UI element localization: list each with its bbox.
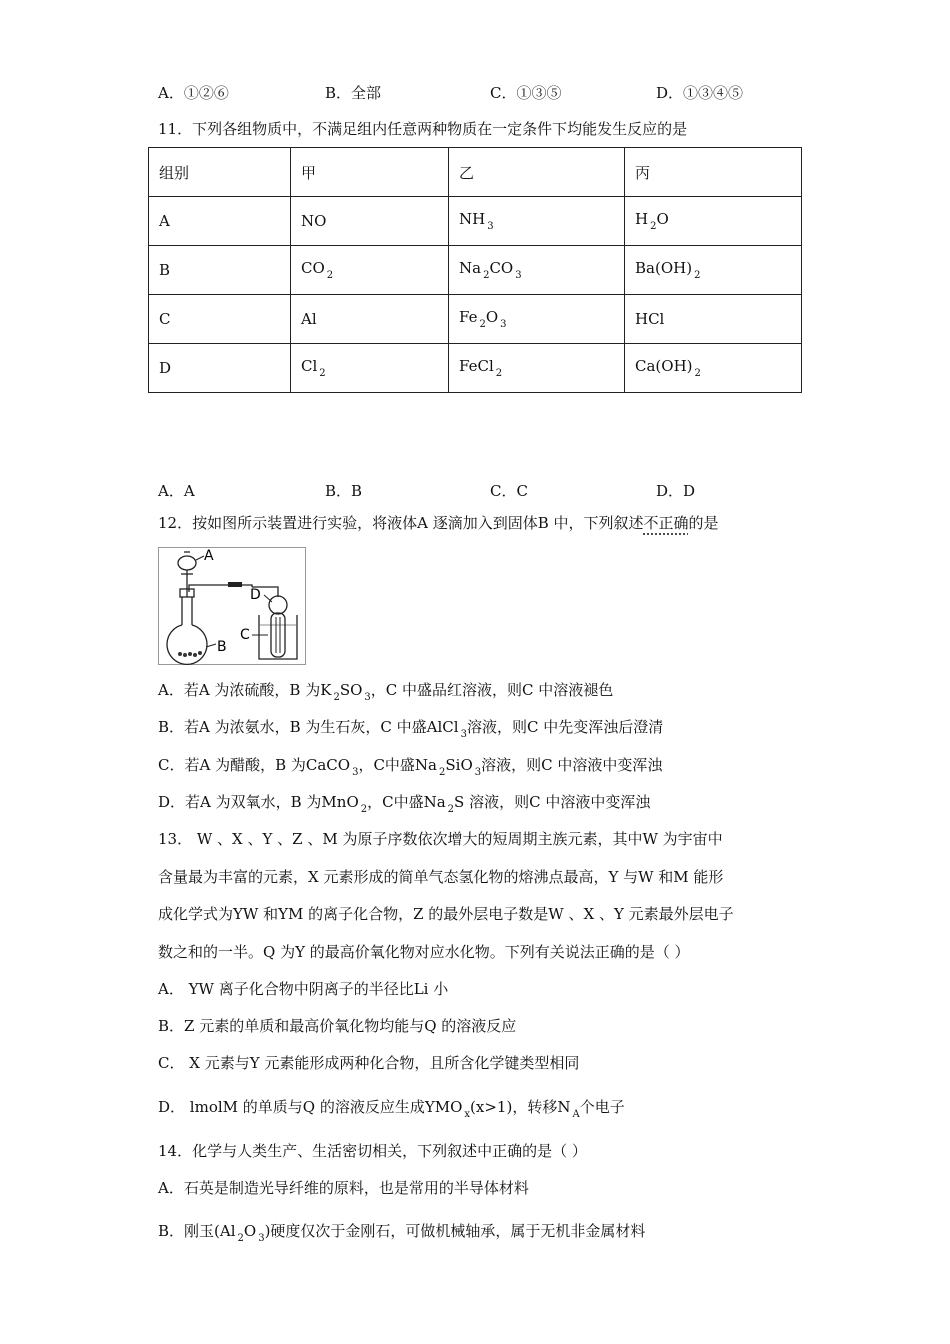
q14-stem: 14．化学与人类生产、生活密切相关，下列叙述中正确的是（ ） bbox=[158, 1142, 587, 1160]
q11-option-c: C．C bbox=[490, 482, 528, 500]
q13-option-d: D． lmolM 的单质与Q 的溶液反应生成YMO $_x$(x>1)，转移N $_A$个电子 bbox=[158, 1098, 625, 1120]
label-c: C bbox=[240, 627, 250, 643]
cell-bing: HCl bbox=[625, 295, 802, 344]
q13-stem-line-2: 含量最为丰富的元素，X 元素形成的简单气态氢化物的熔沸点最高，Y 与W 和M 能形 bbox=[158, 868, 724, 886]
q11-option-a: A．A bbox=[158, 482, 195, 500]
q10-option-b: B．全部 bbox=[325, 84, 382, 102]
table-row bbox=[149, 197, 802, 246]
q11-table bbox=[148, 147, 802, 393]
q12-option-b: B．若A 为浓氨水，B 为生石灰，C 中盛AlCl $_3$溶液，则C 中先变浑浊后澄清 bbox=[158, 718, 664, 740]
q13-option-a: A． YW 离子化合物中阴离子的半径比Li 小 bbox=[158, 980, 449, 998]
q11-stem: 11．下列各组物质中，不满足组内任意两种物质在一定条件下均能发生反应的是 bbox=[158, 120, 688, 138]
cell-bing: H $_2$O bbox=[625, 197, 802, 246]
table-row bbox=[149, 246, 802, 295]
table-header-row bbox=[149, 148, 802, 197]
q13-option-b: B．Z 元素的单质和最高价氧化物均能与Q 的溶液反应 bbox=[158, 1017, 517, 1035]
header-yi: 乙 bbox=[449, 148, 625, 197]
q10-option-a: A．①②⑥ bbox=[158, 84, 229, 102]
cell-bing: Ba(OH) $_2$ bbox=[625, 246, 802, 295]
cell-group: D bbox=[149, 344, 291, 393]
label-b: B bbox=[217, 639, 227, 655]
cell-group: A bbox=[149, 197, 291, 246]
emphasis-text: 不正确 bbox=[643, 514, 689, 532]
q12-stem: 12．按如图所示装置进行实验，将液体A 逐滴加入到固体B 中，下列叙述不正确的是 bbox=[158, 514, 719, 532]
cell-jia: Cl $_2$ bbox=[291, 344, 449, 393]
cell-group: C bbox=[149, 295, 291, 344]
q10-option-c: C．①③⑤ bbox=[490, 84, 562, 102]
label-d: D bbox=[250, 587, 261, 603]
cell-bing: Ca(OH) $_2$ bbox=[625, 344, 802, 393]
q13-stem-line-4: 数之和的一半。Q 为Y 的最高价氧化物对应水化物。下列有关说法正确的是（ ） bbox=[158, 943, 690, 961]
q12-option-c: C．若A 为醋酸，B 为CaCO $_3$，C中盛Na $_2$SiO $_3$溶液，则C 中溶液中变浑浊 bbox=[158, 756, 663, 778]
q14-option-a: A．石英是制造光导纤维的原料，也是常用的半导体材料 bbox=[158, 1179, 529, 1197]
q11-option-b: B．B bbox=[325, 482, 363, 500]
cell-jia: CO $_2$ bbox=[291, 246, 449, 295]
label-a: A bbox=[204, 548, 214, 564]
cell-jia: Al bbox=[291, 295, 449, 344]
table-row bbox=[149, 295, 802, 344]
table-row bbox=[149, 344, 802, 393]
q13-stem-line-1: 13． W 、X 、Y 、Z 、M 为原子序数依次增大的短周期主族元素，其中W 为宇宙中 bbox=[158, 830, 723, 848]
q12-option-d: D．若A 为双氧水，B 为MnO $_2$，C中盛Na $_2$S 溶液，则C 中溶液中变浑浊 bbox=[158, 793, 651, 815]
cell-group: B bbox=[149, 246, 291, 295]
q13-option-c: C． X 元素与Y 元素能形成两种化合物，且所含化学键类型相同 bbox=[158, 1054, 580, 1072]
cell-yi: FeCl $_2$ bbox=[449, 344, 625, 393]
q12-option-a: A．若A 为浓硫酸，B 为K $_2$SO $_3$，C 中盛品红溶液，则C 中溶液褪色 bbox=[158, 681, 614, 703]
q10-option-d: D．①③④⑤ bbox=[656, 84, 744, 102]
header-group: 组别 bbox=[149, 148, 291, 197]
cell-yi: NH $_3$ bbox=[449, 197, 625, 246]
cell-yi: Fe $_2$O $_3$ bbox=[449, 295, 625, 344]
q14-option-b: B．刚玉(Al $_2$O $_3$)硬度仅次于金刚石，可做机械轴承，属于无机非金属材料 bbox=[158, 1222, 646, 1244]
q11-option-d: D．D bbox=[656, 482, 696, 500]
q13-stem-line-3: 成化学式为YW 和YM 的离子化合物，Z 的最外层电子数是W 、X 、Y 元素最外层电子 bbox=[158, 905, 734, 923]
cell-yi: Na $_2$CO $_3$ bbox=[449, 246, 625, 295]
cell-jia: NO bbox=[291, 197, 449, 246]
header-bing: 丙 bbox=[625, 148, 802, 197]
header-jia: 甲 bbox=[291, 148, 449, 197]
apparatus-figure bbox=[158, 547, 306, 665]
